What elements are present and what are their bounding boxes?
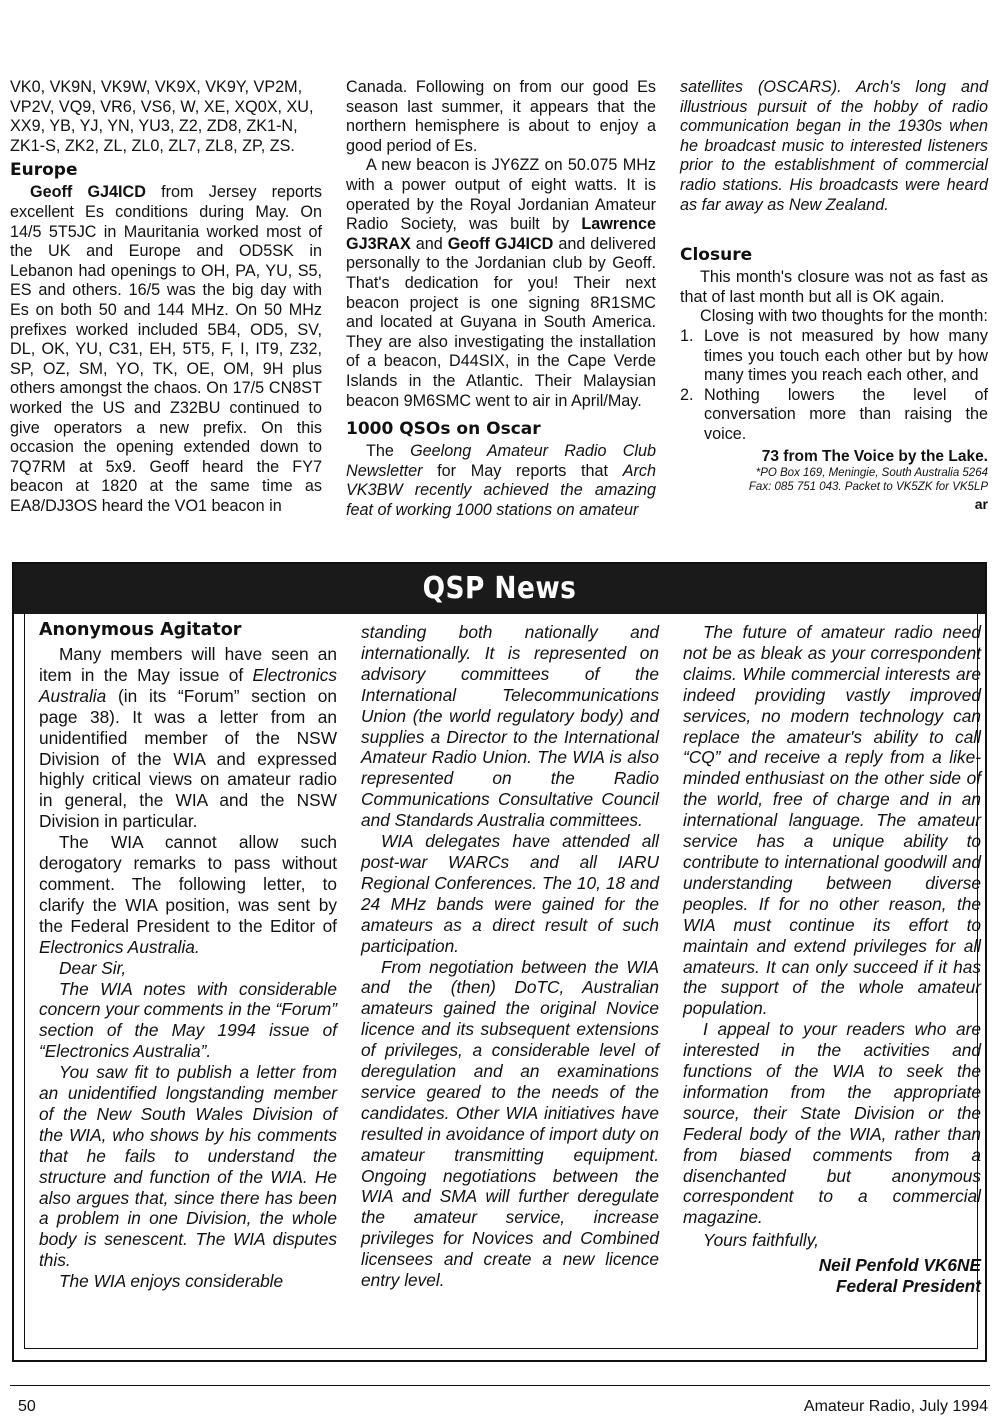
address-line-1: *PO Box 169, Meningie, South Australia 5264 — [755, 467, 988, 480]
oscar-continued-paragraph: satellites (OSCARS). Arch's long and illustrious pursuit of the hobby of radio communication began in the 1930s when he broadcast music to interested listeners prior to the establishment of commercial radio stations. His broadcasts were heard as far away as New Zealand. — [680, 78, 988, 214]
prefix-list-paragraph: VK0, VK9N, VK9W, VK9X, VK9Y, VP2M, VP2V, VQ9, VR6, VS6, W, XE, XQ0X, XU, XX9, YB, YJ, YN, YU3, Z2, ZD8, ZK1-N, ZK1-S, ZK2, ZL, ZL0, ZL7, ZL8, ZP, ZS. — [10, 78, 314, 155]
closure-paragraph-2: Closing with two thoughts for the month: — [700, 307, 988, 326]
page-footer — [10, 1385, 990, 1415]
signatory-name: Neil Penfold VK6NE — [818, 1255, 981, 1276]
letter-paragraph-1: The WIA notes with considerable concern your comments in the “Forum” section of the May 1994 issue of “Electronics Australia”. — [39, 978, 337, 1062]
oscar-text-a: The — [366, 442, 411, 461]
beacon-text-and: and — [410, 234, 448, 253]
thought-number: 2. — [680, 385, 694, 404]
letter-paragraph-2: You saw fit to publish a letter from an unidentified longstanding member of the New South Wales Division of the WIA, who shows by his comments that he fails to understand the structure and function of the WIA. He also argues that, since there has been a problem in one Division, the whole body is senescent. The WIA disputes this. — [39, 1062, 337, 1271]
magazine-title-2: Electronics Australia. — [39, 936, 200, 957]
beacon-text-a: A new beacon is JY6ZZ on 50.075 MHz with a power output of eight watts. It is operated by the Royal Jordanian Amateur Radio Society, was built by — [346, 156, 656, 234]
letter-paragraph-4: standing both nationally and internationally. It is represented on advisory committees of the International Telecommunications Union (the world regulatory body) and supplies a Director to the International Amateur Radio Union. The WIA is also represented on the Radio Communications Consultative Council and Standards Australia committees. — [361, 622, 659, 831]
qsp-p1-text-a: Many members will have seen an item in the May issue of — [39, 644, 337, 685]
qsp-column-2 — [361, 622, 659, 1291]
heading-europe: Europe — [10, 160, 78, 181]
column-1 — [10, 78, 322, 516]
qsp-paragraph-2 — [39, 832, 337, 957]
letter-paragraph-7: The future of amateur radio need not be as bleak as your correspondent claims. While commercial interests are indeed providing vastly improved services, no modern technology can replace the amateur's ability to call “CQ” and receive a reply from a like-minded enthusiast on the other side of the world, free of charge and in an international language. The amateur service has a unique ability to contribute to international goodwill and understanding between diverse peoples. If for no other reason, the WIA must continue its effort to maintain and extend privileges for all amateurs. It can only succeed if it has the support of the whole amateur population. — [683, 622, 981, 1019]
beacon-paragraph — [346, 156, 656, 411]
qsp-paragraph-1 — [39, 644, 337, 832]
signoff: 73 from The Voice by the Lake. — [761, 447, 988, 465]
column-2 — [346, 78, 656, 520]
thought-text: Nothing lowers the level of conversation more than raising the voice. — [704, 385, 988, 443]
letter-paragraph-3: The WIA enjoys considerable — [59, 1271, 284, 1292]
qsp-p1-text-b: (in its “Forum” section on page 38). It was a letter from an unidentified member of the NSW Division of the WIA and expressed highly critical views on amateur radio in general, the WIA and the NSW Division in particular. — [39, 685, 337, 832]
closure-paragraph-1: This month's closure was not as fast as that of last month but all is OK again. — [680, 268, 988, 306]
oscar-paragraph — [346, 442, 656, 520]
thought-item — [680, 386, 988, 445]
end-mark: ar — [974, 496, 988, 513]
europe-paragraph — [10, 183, 322, 516]
column-3 — [680, 78, 988, 512]
newsletter-title: Geelong Amateur Radio Club Newsletter — [346, 442, 656, 480]
qsp-p2-text: The WIA cannot allow such derogatory remarks to pass without comment. The following letter, to clarify the WIA position, was sent by the Federal President to the Editor of — [39, 832, 337, 936]
heading-anonymous-agitator: Anonymous Agitator — [39, 620, 242, 640]
letter-salutation: Dear Sir, — [59, 957, 127, 978]
page-number: 50 — [18, 1398, 36, 1415]
heading-oscar: 1000 QSOs on Oscar — [346, 419, 541, 440]
canada-paragraph: Canada. Following on from our good Es season last summer, it appears that the northern hemisphere is about to enjoy a good period of Es. — [346, 78, 656, 155]
qsp-column-1 — [39, 618, 337, 1292]
letter-paragraph-6: From negotiation between the WIA and the (then) DoTC, Australian amateurs gained the original Novice licence and its subsequent extensions of privileges, a considerable level of deregulation and an examinations service geared to the needs of the candidates. Other WIA initiatives have resulted in avoidance of import duty on amateur transmitting equipment. Ongoing negotiations between the WIA and SMA will further deregulate the amateur service, increase privileges for Novices and Combined licensees and create a new licence entry level. — [361, 956, 659, 1291]
address-line-2: Fax: 085 751 043. Packet to VK5ZK for VK5LP — [748, 481, 988, 494]
europe-paragraph-text: from Jersey reports excellent Es conditions during May. On 14/5 5T5JC in Mauritania worked most of the UK and Europe and OD5SK in Lebanon had openings to OH, PA, YU, S5, ES and others. 16/5 was the big day with Es on both 50 and 144 MHz. On 50 MHz prefixes worked included 5B4, OD5, SV, DL, OK, YU, C31, EH, 5T5, F, I, IT9, Z32, SP, OZ, SM, YO, TK, OE, OM, 9H plus others amongst the chaos. On 17/5 CN8ST worked the US and Z32BU continued to give operators a new prefix. On this occasion the opening extended down to 7Q7RM at 5x9. Geoff heard the FY7 beacon at 1820 at the same time as EA8/DJ3OS heard the VO1 beacon in — [10, 183, 322, 515]
thoughts-list — [680, 327, 988, 445]
signatory-role: Federal President — [835, 1276, 981, 1297]
thought-item — [680, 327, 988, 386]
qsp-news-box — [12, 562, 987, 1362]
thought-number: 1. — [680, 326, 694, 345]
heading-closure: Closure — [680, 245, 753, 266]
beacon-text-d: and delivered personally to the Jordanian club by Geoff. That's dedication for you! Their next beacon project is one signing 8R1SMC and located at Guyana in South America. They are also investigating the installation of a beacon, D44SIX, in the Cape Verde Islands in the Atlantic. Their Malaysian beacon 9M6SMC went to air in April/May. — [346, 234, 656, 410]
qsp-title: QSP News — [422, 571, 577, 606]
qsp-inner-panel — [24, 614, 981, 1349]
letter-paragraph-8: I appeal to your readers who are interested in the activities and functions of the WIA to seek the information from the appropriate source, their State Division or the Federal body of the WIA, rather than from biased comments from a disenchanted but anonymous correspondent to a commercial magazine. — [683, 1019, 981, 1228]
magazine-title: Electronics Australia — [39, 664, 337, 706]
publication-line: Amateur Radio, July 1994 — [803, 1398, 988, 1415]
oscar-text-italic: Arch VK3BW recently achieved the amazing feat of working 1000 stations on amateur — [346, 461, 656, 519]
letter-closing: Yours faithfully, — [703, 1230, 819, 1251]
callsign-lawrence: Lawrence GJ3RAX — [346, 215, 656, 253]
oscar-text-b: for May reports that — [422, 461, 623, 480]
qsp-column-3 — [683, 622, 981, 1297]
thought-text: Love is not measured by how many times you touch each other but by how many times you reach each other, and — [704, 326, 988, 385]
letter-paragraph-5: WIA delegates have attended all post-war WARCs and all IARU Regional Conferences. The 10, 18 and 24 MHz bands were gained for the amateurs as a direct result of such participation. — [361, 831, 659, 956]
callsign-geoff: Geoff GJ4ICD — [30, 183, 146, 202]
callsign-geoff-2: Geoff GJ4ICD — [447, 234, 554, 253]
